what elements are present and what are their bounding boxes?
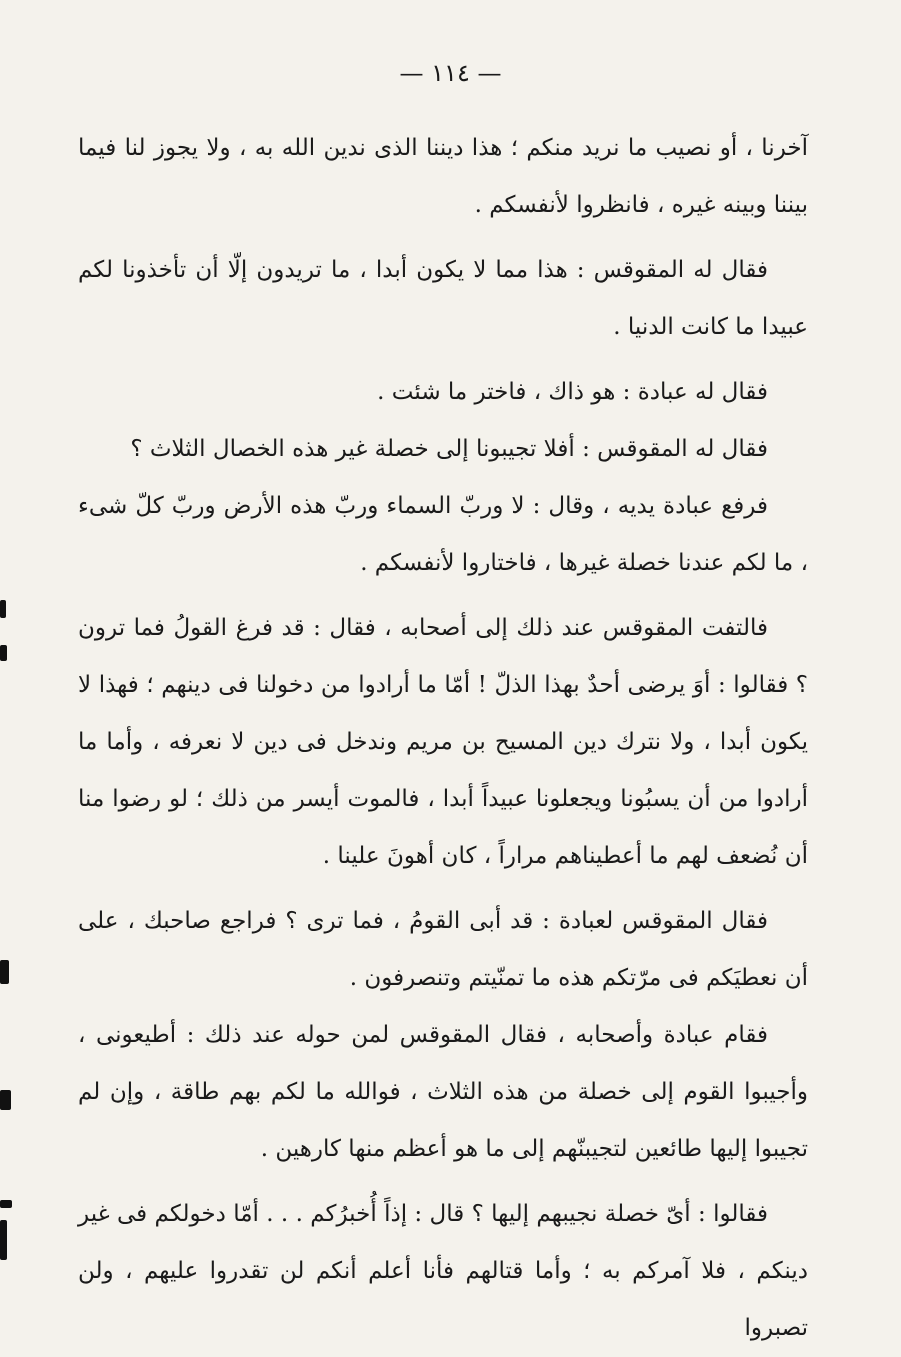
paragraph: فقال له عبادة : هو ذاك ، فاختر ما شئت . (377, 379, 768, 405)
paragraph: فقال له المقوقس : هذا مما لا يكون أبدا ، ما تريدون إلّا أن تأخذونا لكم عبيدا ما كانت الدنيا . (78, 257, 808, 340)
scan-edge-mark (0, 960, 9, 984)
paragraph: فقام عبادة وأصحابه ، فقال المقوقس لمن حوله عند ذلك : أطيعونى ، وأجيبوا القوم إلى خصلة من هذه الثلاث ، فوالله ما لكم بهم طاقة ، وإن لم تجيبوا إليها طائعين لتجيبنّهم إلى ما هو أعظم منها كارهين . (78, 1022, 808, 1162)
scan-edge-mark (0, 1090, 11, 1110)
scan-edge-mark (0, 1200, 12, 1208)
page-number: — ١١٤ — (399, 59, 502, 87)
scan-edge-mark (0, 645, 7, 661)
paragraph: فقالوا : أىّ خصلة نجيبهم إليها ؟ قال : إذاً أُخبرُكم . . . أمّا دخولكم فى غير دينكم ، فلا آمركم به ؛ وأما قتالهم فأنا أعلم أنكم لن تقدروا عليهم ، ولن تصبروا (78, 1201, 808, 1341)
paragraph: فرفع عبادة يديه ، وقال : لا وربّ السماء وربّ هذه الأرض وربّ كلّ شىء ، ما لكم عندنا خصلة غيرها ، فاختاروا لأنفسكم . (78, 493, 808, 576)
scan-edge-mark (0, 1220, 7, 1260)
page-text (78, 120, 808, 1357)
scan-edge-mark (0, 600, 6, 618)
paragraph: فالتفت المقوقس عند ذلك إلى أصحابه ، فقال : قد فرغ القولُ فما ترون ؟ فقالوا : أوَ يرضى أحدٌ بهذا الذلّ ! أمّا ما أرادوا من دخولنا فى دينهم ؛ فهذا لا يكون أبدا ، ولا نترك دين المسيح بن مريم وندخل فى دين لا نعرفه ، وأما ما أرادوا من أن يسبُونا ويجعلونا عبيداً أبدا ، فالموت أيسر من ذلك ؛ لو رضوا منا أن نُضعف لهم ما أعطيناهم مراراً ، كان أهونَ علينا . (78, 615, 808, 869)
paragraph: فقال المقوقس لعبادة : قد أبى القومُ ، فما ترى ؟ فراجع صاحبك ، على أن نعطيَكم فى مرّتكم هذه ما تمنّيتم وتنصرفون . (78, 908, 808, 991)
paragraph: فقال له المقوقس : أفلا تجيبونا إلى خصلة غير هذه الخصال الثلاث ؟ (130, 436, 768, 462)
paragraph: آخرنا ، أو نصيب ما نريد منكم ؛ هذا ديننا الذى ندين الله به ، ولا يجوز لنا فيما بيننا وبينه غيره ، فانظروا لأنفسكم . (78, 135, 808, 218)
